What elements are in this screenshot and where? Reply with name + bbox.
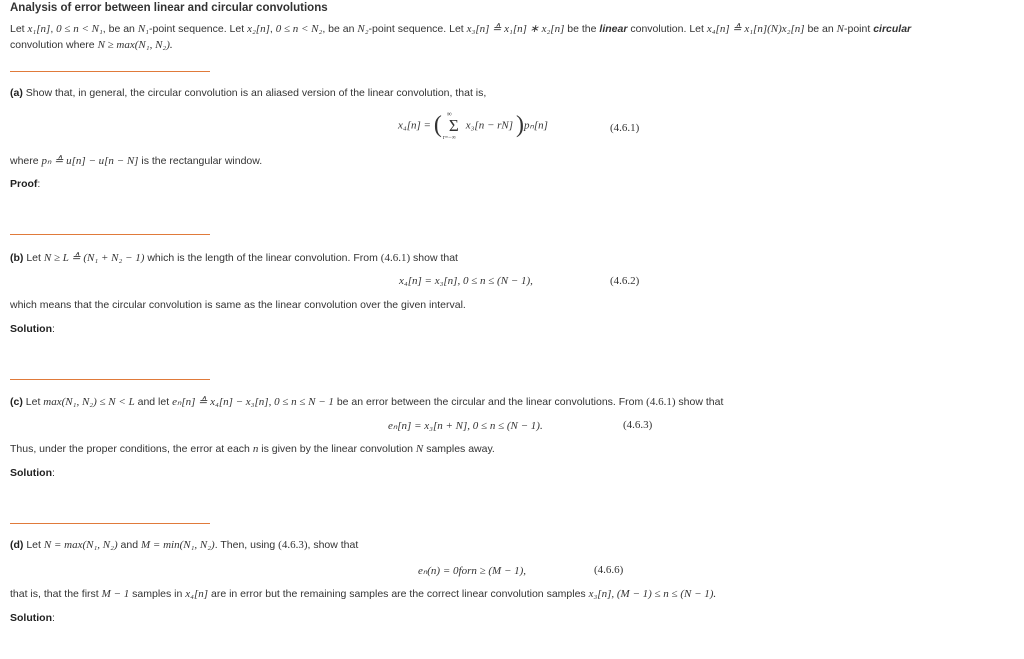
- solution-label: Solution: [10, 467, 52, 479]
- intro-text: be the: [567, 23, 597, 35]
- equation-4-6-6: eₙ(n) = 0forn ≥ (M − 1),: [418, 565, 527, 577]
- solution-heading: [10, 323, 55, 335]
- colon: :: [52, 467, 55, 479]
- colon: :: [52, 612, 55, 624]
- part-c-text: show that: [678, 396, 724, 408]
- eq-number: (4.6.6): [594, 564, 624, 576]
- eq-number: (4.6.1): [610, 122, 640, 134]
- part-b-text: Let: [26, 252, 41, 264]
- circular-emphasis: circular: [873, 23, 912, 35]
- part-c-text: be an error between the circular and the linear convolutions. From: [336, 396, 644, 408]
- proof-heading: [10, 178, 40, 190]
- part-b-text: which is the length of the linear convolution. From: [147, 252, 378, 264]
- intro-line-2: [10, 39, 173, 51]
- math-n: n: [252, 443, 259, 455]
- eq-reference: (4.6.1): [380, 252, 411, 264]
- where-text: is the rectangular window.: [141, 155, 263, 167]
- math-N: N: [836, 23, 844, 35]
- solution-label: Solution: [10, 323, 52, 335]
- part-d-after-text: are in error but the remaining samples are the correct linear convolution samples: [210, 588, 586, 600]
- math-M-min: M = min(N₁, N₂): [140, 539, 215, 551]
- eq-tail: pₙ[n]: [523, 119, 548, 132]
- part-d-text: and: [120, 539, 139, 551]
- part-c-text: and let: [137, 396, 170, 408]
- math-range1: 0 ≤ n < N₁: [56, 23, 103, 35]
- page-title: Analysis of error between linear and circular convolutions: [10, 2, 328, 14]
- part-d-text: Let: [26, 539, 41, 551]
- intro-text: be an: [807, 23, 834, 35]
- eq-reference: (4.6.1): [646, 396, 676, 408]
- intro-text: -point sequence. Let: [368, 23, 464, 35]
- eq-lhs: x₄[n] =: [398, 119, 431, 132]
- intro-text: , be an: [102, 23, 135, 35]
- solution-label: Solution: [10, 612, 52, 624]
- where-text: where: [10, 155, 39, 167]
- equation-4-6-1: [398, 109, 548, 141]
- part-d-after-text: samples in: [132, 588, 183, 600]
- section-divider: [10, 234, 210, 235]
- eq-reference: (4.6.3): [278, 539, 308, 551]
- part-c-text: Let: [25, 396, 41, 408]
- section-divider: [10, 379, 210, 380]
- part-c-label: (c): [10, 396, 23, 408]
- part-a-label: (a): [10, 87, 23, 99]
- part-d-label: (d): [10, 539, 24, 551]
- part-c-prompt: [10, 395, 723, 408]
- math-x2: x₂[n]: [247, 23, 270, 35]
- math-M-minus-1: M − 1: [101, 588, 130, 600]
- math-N1: N₁: [137, 23, 149, 35]
- math-N-max: N = max(N₁, N₂): [43, 539, 118, 551]
- part-b-prompt: [10, 251, 458, 264]
- part-c-after-text: is given by the linear convolution: [261, 443, 413, 455]
- proof-label: Proof: [10, 178, 38, 190]
- solution-heading: [10, 467, 55, 479]
- math-x4-def: x₄[n] ≙ x₁[n](N)x₂[n]: [706, 23, 805, 35]
- part-d-after: [10, 588, 716, 600]
- sum-upper-limit: ∞: [446, 109, 452, 118]
- part-a-prompt: [10, 87, 486, 99]
- intro-text: convolution. Let: [630, 23, 704, 35]
- math-length-cond: N ≥ L ≙ (N₁ + N₂ − 1): [43, 252, 145, 264]
- math-x1: x₁[n]: [27, 23, 51, 35]
- part-d-text: , show that: [307, 539, 359, 551]
- math-N-cond: N ≥ max(N₁, N₂).: [97, 39, 173, 51]
- part-c-after-text: samples away.: [426, 443, 495, 455]
- math-x3-range: x₃[n], (M − 1) ≤ n ≤ (N − 1).: [588, 588, 717, 600]
- part-d-text: . Then, using: [214, 539, 276, 551]
- sum-lower-limit: r=−∞: [442, 134, 456, 141]
- part-d-prompt: [10, 539, 358, 551]
- part-a-where: [10, 154, 262, 167]
- equation-4-6-3: eₙ[n] = x₃[n + N], 0 ≤ n ≤ (N − 1).: [388, 420, 543, 432]
- colon: :: [52, 323, 55, 335]
- part-a-text: Show that, in general, the circular convolution is an aliased version of the linear convolution, that is,: [25, 87, 487, 99]
- intro-text: -point: [844, 23, 871, 35]
- window-def: pₙ ≙ u[n] − u[n − N]: [41, 155, 139, 167]
- math-N2: N₂: [357, 23, 369, 35]
- intro-line-1: Let x₁[n], 0 ≤ n < N₁, be an N₁-point sequence. Let x₂[n], 0 ≤ n < N₂, be an N₂-point sequence. Let x₃[n] ≙ x₁[n] ∗ x₂[n] be the linear convolution. Let x₄[n] ≙ x₁[n](N)x₂[n] be an N-point circular: [10, 23, 912, 35]
- eq-number: (4.6.3): [623, 419, 653, 431]
- math-range2: 0 ≤ n < N₂: [275, 23, 323, 35]
- section-divider: [10, 71, 210, 72]
- eq-body: x₃[n − rN]: [465, 119, 514, 132]
- linear-emphasis: linear: [599, 23, 628, 35]
- colon: :: [37, 178, 41, 190]
- sigma-symbol: Σ: [448, 115, 459, 135]
- eq-number: (4.6.2): [610, 275, 640, 287]
- intro-text: -point sequence. Let: [149, 23, 245, 35]
- intro-text: convolution where: [10, 39, 95, 51]
- part-b-text: show that: [413, 252, 458, 264]
- part-b-label: (b): [10, 252, 24, 264]
- equation-4-6-2: x₄[n] = x₃[n], 0 ≤ n ≤ (N − 1),: [399, 275, 533, 287]
- intro-text: Let: [10, 23, 25, 35]
- math-x4: x₄[n]: [185, 588, 209, 600]
- section-divider: [10, 523, 210, 524]
- part-c-after: [10, 443, 495, 455]
- math-x3-def: x₃[n] ≙ x₁[n] ∗ x₂[n]: [466, 23, 565, 35]
- close-paren: ): [515, 112, 524, 138]
- math-error-def: eₙ[n] ≙ x₄[n] − x₃[n], 0 ≤ n ≤ N − 1: [172, 396, 334, 408]
- part-b-after: which means that the circular convolution is same as the linear convolution over the given interval.: [10, 299, 466, 311]
- summation: [442, 109, 463, 141]
- solution-heading: [10, 612, 55, 624]
- open-paren: (: [433, 112, 442, 138]
- math-N: N: [415, 443, 424, 455]
- intro-text: , be an: [322, 23, 355, 35]
- part-d-after-text: that is, that the first: [10, 588, 99, 600]
- part-c-after-text: Thus, under the proper conditions, the error at each: [10, 443, 250, 455]
- math-N-range: max(N₁, N₂) ≤ N < L: [43, 396, 135, 408]
